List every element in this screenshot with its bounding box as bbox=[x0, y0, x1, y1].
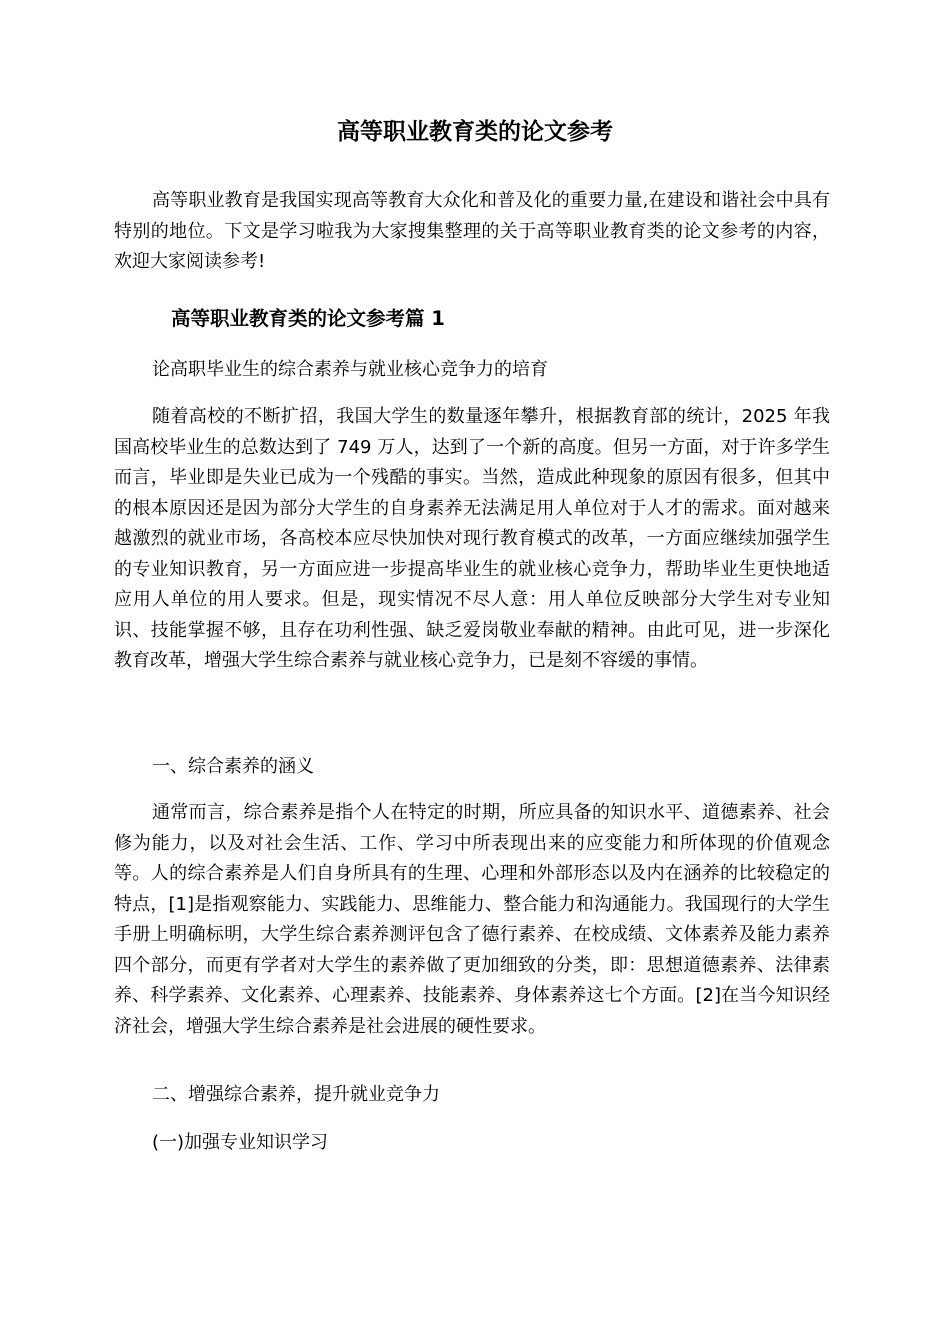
section-heading: 高等职业教育类的论文参考篇 1 bbox=[171, 307, 445, 330]
subheading-3: (一)加强专业知识学习 bbox=[152, 1132, 329, 1153]
intro-paragraph: 高等职业教育是我国实现高等教育大众化和普及化的重要力量,在建设和谐社会中具有特别的地位。下文是学习啦我为大家搜集整理的关于高等职业教育类的论文参考的内容，欢迎大家阅读参考! bbox=[114, 190, 830, 272]
subheading-1: 一、综合素养的涵义 bbox=[152, 756, 314, 777]
article-title: 论高职毕业生的综合素养与就业核心竞争力的培育 bbox=[152, 359, 548, 380]
subheading-2: 二、增强综合素养，提升就业竞争力 bbox=[152, 1084, 440, 1105]
document-title: 高等职业教育类的论文参考 bbox=[337, 119, 613, 145]
body-paragraph-1: 随着高校的不断扩招，我国大学生的数量逐年攀升，根据教育部的统计，2025 年我国高校毕业生的总数达到了 749 万人，达到了一个新的高度。但另一方面，对于许多学生而言，毕业即是失业已成为一个残酷的事实。当然，造成此种现象的原因有很多，但其中的根本原因还是因为部分大学生的自身素养无法满足用人单位对于人才的需求。面对越来越激烈的就业市场，各高校本应尽快加快对现行教育模式的改革，一方面应继续加强学生的专业知识教育，另一方面应进一步提高毕业生的就业核心竞争力，帮助毕业生更快地适应用人单位的用人要求。但是，现实情况不尽人意：用人单位反映部分大学生对专业知识、技能掌握不够，且存在功利性强、缺乏爱岗敬业奉献的精神。由此可见，进一步深化教育改革，增强大学生综合素养与就业核心竞争力，已是刻不容缓的事情。 bbox=[114, 406, 830, 671]
body-paragraph-2: 通常而言，综合素养是指个人在特定的时期，所应具备的知识水平、道德素养、社会修为能力，以及对社会生活、工作、学习中所表现出来的应变能力和所体现的价值观念等。人的综合素养是人们自身所具有的生理、心理和外部形态以及内在涵养的比较稳定的特点，[1]是指观察能力、实践能力、思维能力、整合能力和沟通能力。我国现行的大学生手册上明确标明，大学生综合素养测评包含了德行素养、在校成绩、文体素养及能力素养四个部分，而更有学者对大学生的素养做了更加细致的分类，即：思想道德素养、法律素养、科学素养、文化素养、心理素养、技能素养、身体素养这七个方面。[2]在当今知识经济社会，增强大学生综合素养是社会进展的硬性要求。 bbox=[114, 802, 830, 1037]
